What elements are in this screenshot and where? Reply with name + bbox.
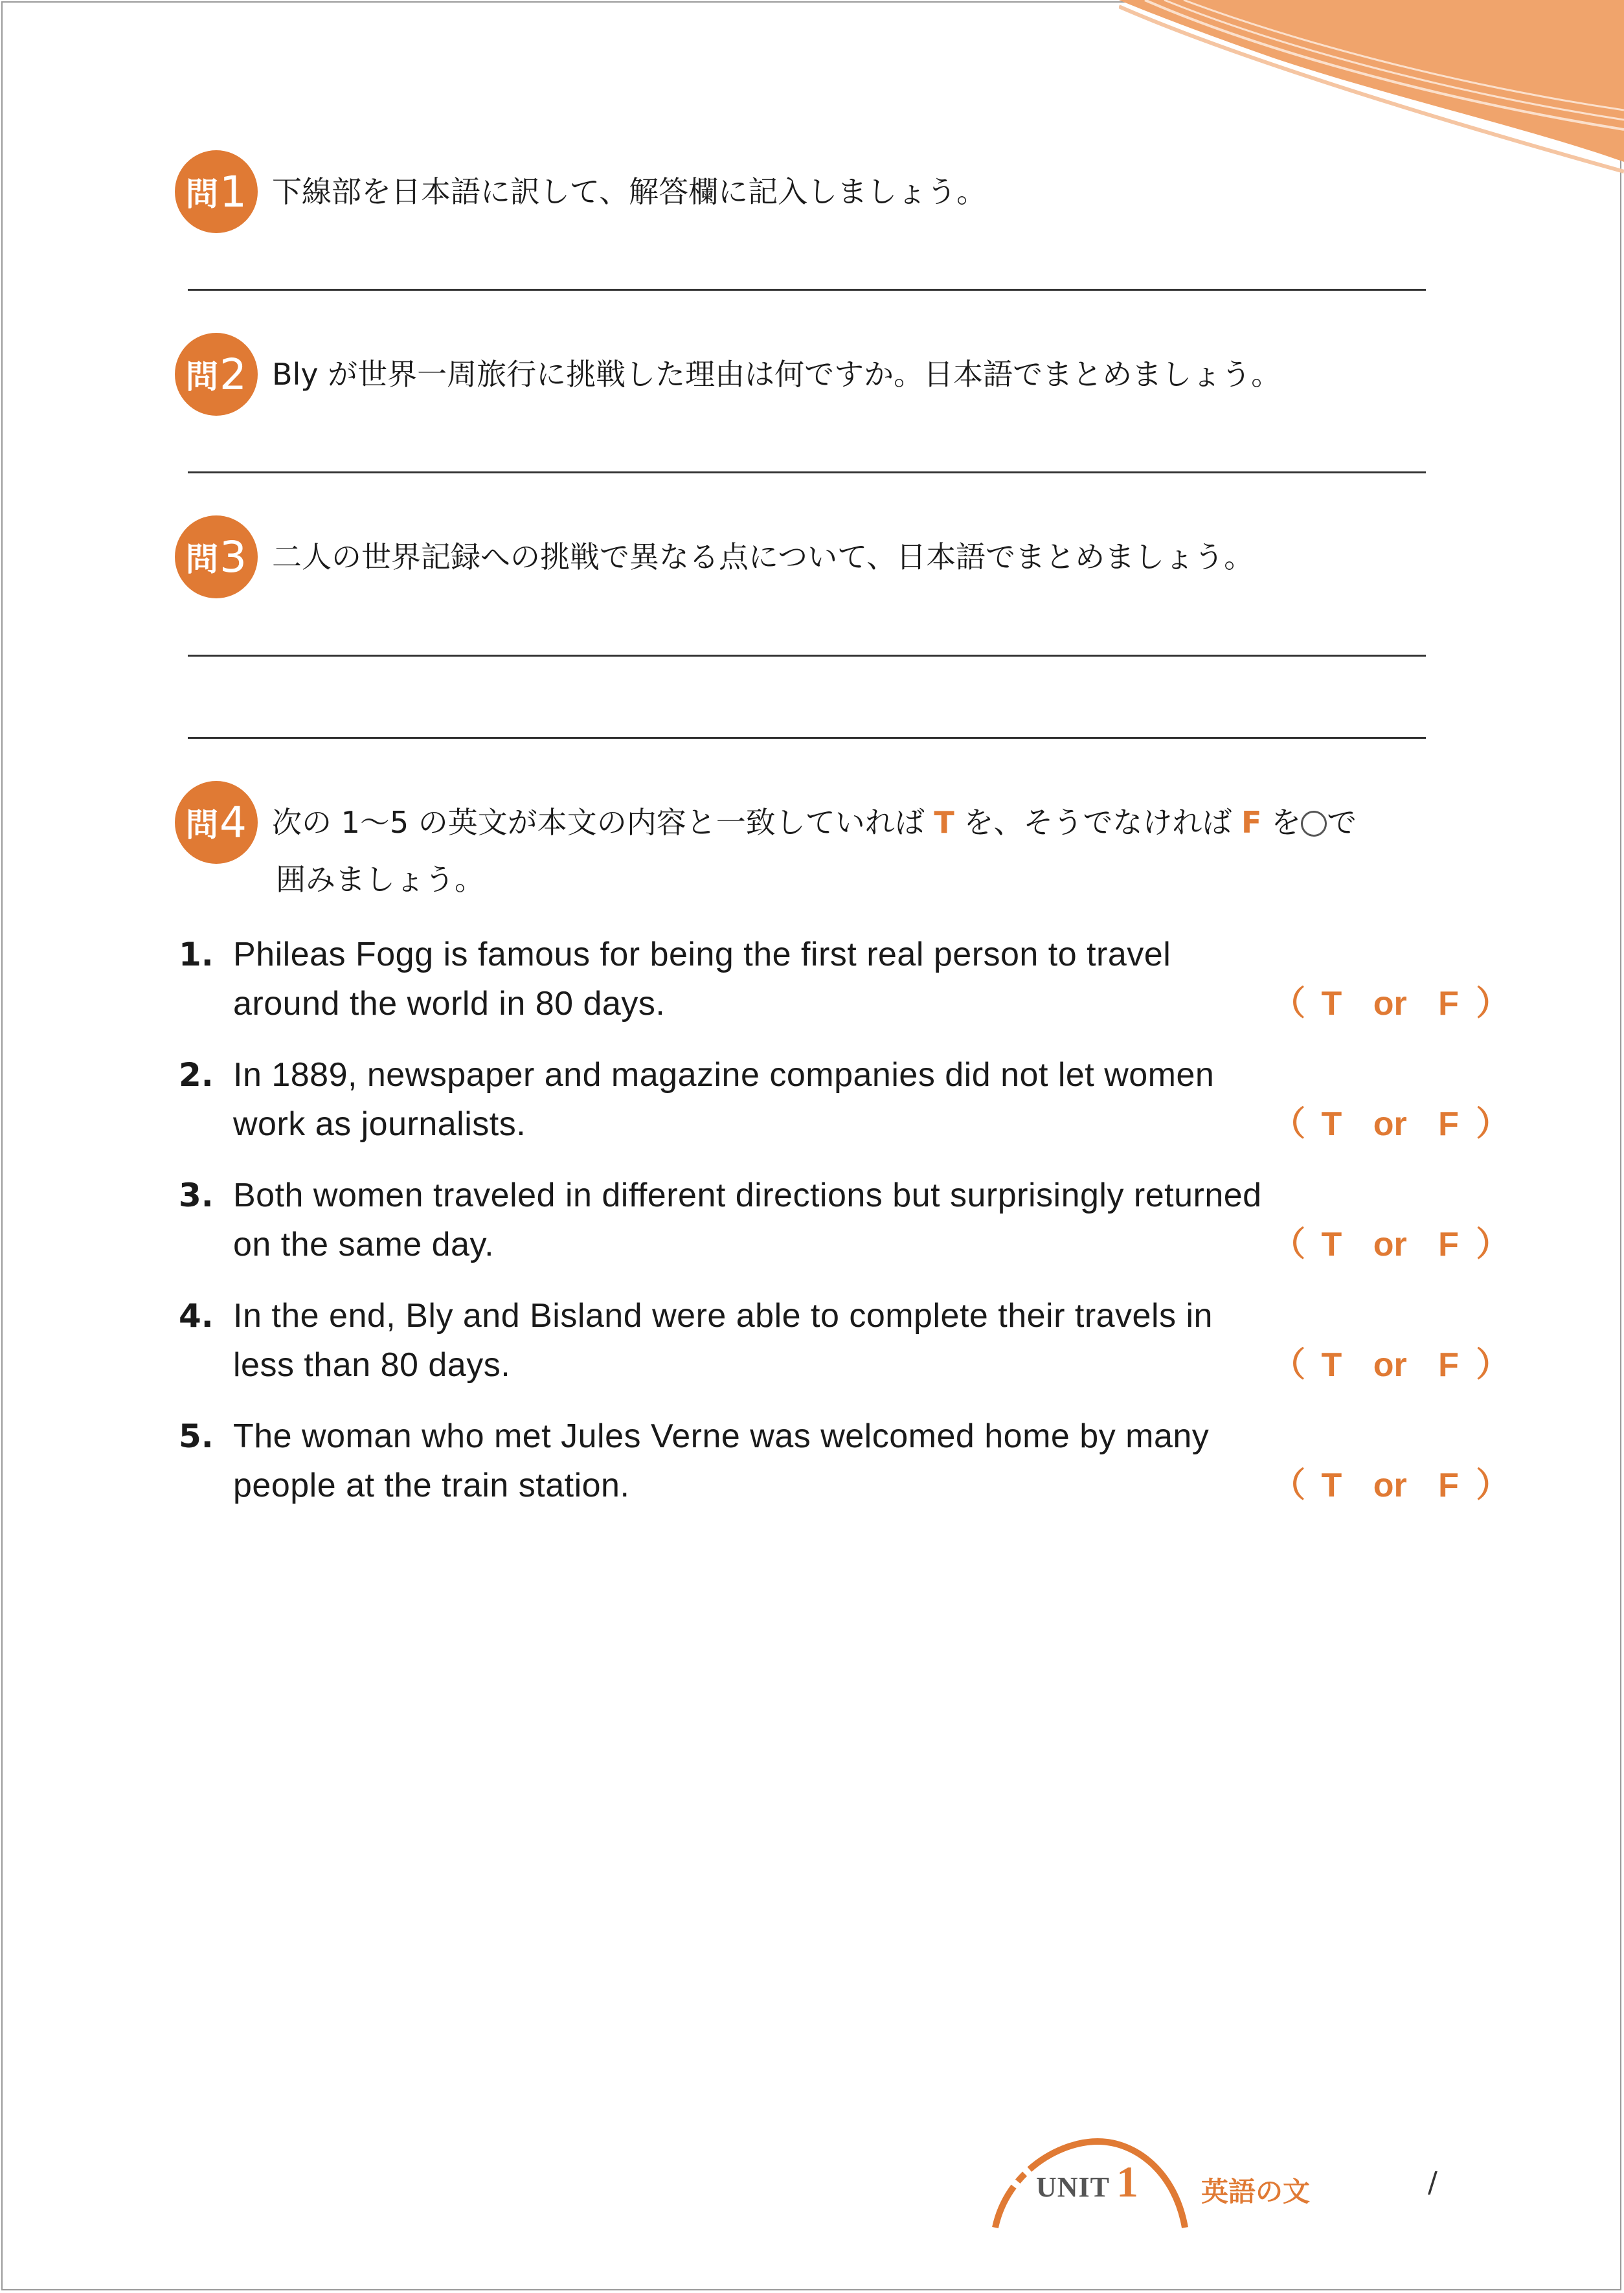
question-badge-4: [175, 781, 258, 864]
question-4-text-d: で: [1327, 805, 1357, 840]
answer-line-1[interactable]: [188, 289, 1426, 291]
item-text: Phileas Fogg is famous for being the first real person to travel around the world in 80 days.: [233, 936, 1171, 1022]
tf-option-f[interactable]: F: [1438, 1467, 1459, 1504]
tf-open-paren: （: [1272, 985, 1306, 1022]
tf-or: or: [1373, 985, 1407, 1022]
item-number: 3.: [179, 1177, 214, 1214]
tf-or: or: [1373, 1226, 1407, 1263]
question-badge-3: [175, 515, 258, 598]
tf-choice-2[interactable]: [1272, 1100, 1624, 1149]
answer-line-3b[interactable]: [188, 737, 1426, 739]
tf-close-paren: ）: [1476, 1226, 1510, 1263]
question-badge-number: 1: [220, 166, 247, 217]
item-text: In the end, Bly and Bisland were able to complete their travels in less than 80 days.: [233, 1297, 1213, 1384]
tf-or: or: [1373, 1346, 1407, 1384]
circle-icon: [1301, 811, 1327, 837]
tf-choice-3[interactable]: [1272, 1220, 1624, 1269]
tf-option-t[interactable]: T: [1321, 1226, 1342, 1263]
question-badge-label: 問: [186, 541, 218, 578]
tf-option-t[interactable]: T: [1321, 1105, 1342, 1143]
item-number: 4.: [179, 1297, 214, 1335]
tf-choice-4[interactable]: [1272, 1340, 1624, 1390]
question-badge-label: 問: [186, 175, 218, 213]
question-text-3: 二人の世界記録への挑戦で異なる点について、日本語でまとめましょう。: [272, 539, 1254, 574]
answer-line-3a[interactable]: [188, 655, 1426, 657]
tf-option-f[interactable]: F: [1438, 1105, 1459, 1143]
item-text: The woman who met Jules Verne was welcomed home by many people at the train station.: [233, 1418, 1210, 1504]
tf-open-paren: （: [1272, 1105, 1306, 1143]
question-badge-1: [175, 150, 258, 233]
question-badge-number: 4: [220, 797, 247, 848]
question-text-4: [272, 793, 1357, 852]
item-number: 1.: [179, 936, 214, 973]
unit-number: 1: [1116, 2157, 1140, 2206]
answer-line-2[interactable]: [188, 471, 1426, 473]
question-text-1: 下線部を日本語に訳して、解答欄に記入しましょう。: [272, 174, 987, 209]
question-4-text-b: を、そうでなければ: [954, 805, 1242, 840]
tf-option-f[interactable]: F: [1438, 1346, 1459, 1384]
page-mark: /: [1428, 2166, 1438, 2199]
tf-option-t[interactable]: T: [1321, 1467, 1342, 1504]
question-text-4-line2: 囲みましょう。: [276, 862, 484, 897]
tf-option-f[interactable]: F: [1438, 985, 1459, 1022]
question-4-text-c: を: [1261, 805, 1302, 840]
unit-label-text: UNIT: [1036, 2171, 1111, 2203]
item-text: Both women traveled in different directions but surprisingly returned on the same day.: [233, 1177, 1262, 1263]
question-badge-label: 問: [186, 358, 218, 396]
question-4-text-a: 次の 1〜5 の英文が本文の内容と一致していれば: [272, 805, 934, 840]
tf-choice-5[interactable]: [1272, 1461, 1624, 1510]
question-badge-number: 3: [220, 532, 247, 582]
decorative-wave-graphic: [1119, 0, 1624, 175]
item-number: 5.: [179, 1418, 214, 1455]
tf-or: or: [1373, 1105, 1407, 1143]
false-mark-f: F: [1241, 805, 1262, 840]
tf-open-paren: （: [1272, 1346, 1306, 1384]
question-text-2: Bly が世界一周旅行に挑戦した理由は何ですか。日本語でまとめましょう。: [272, 357, 1281, 392]
unit-title: 英語の文: [1201, 2176, 1311, 2208]
tf-close-paren: ）: [1476, 1105, 1510, 1143]
tf-or: or: [1373, 1467, 1407, 1504]
tf-choice-1[interactable]: [1272, 979, 1624, 1028]
question-badge-number: 2: [220, 349, 247, 400]
tf-open-paren: （: [1272, 1467, 1306, 1504]
tf-option-t[interactable]: T: [1321, 985, 1342, 1022]
unit-label: [1036, 2156, 1139, 2208]
true-mark-t: T: [934, 805, 954, 840]
tf-open-paren: （: [1272, 1226, 1306, 1263]
tf-close-paren: ）: [1476, 985, 1510, 1022]
item-text: In 1889, newspaper and magazine companies did not let women work as journalists.: [233, 1056, 1215, 1143]
item-number: 2.: [179, 1056, 214, 1094]
question-badge-label: 問: [186, 806, 218, 844]
tf-option-f[interactable]: F: [1438, 1226, 1459, 1263]
tf-close-paren: ）: [1476, 1346, 1510, 1384]
question-badge-2: [175, 333, 258, 416]
tf-option-t[interactable]: T: [1321, 1346, 1342, 1384]
tf-close-paren: ）: [1476, 1467, 1510, 1504]
